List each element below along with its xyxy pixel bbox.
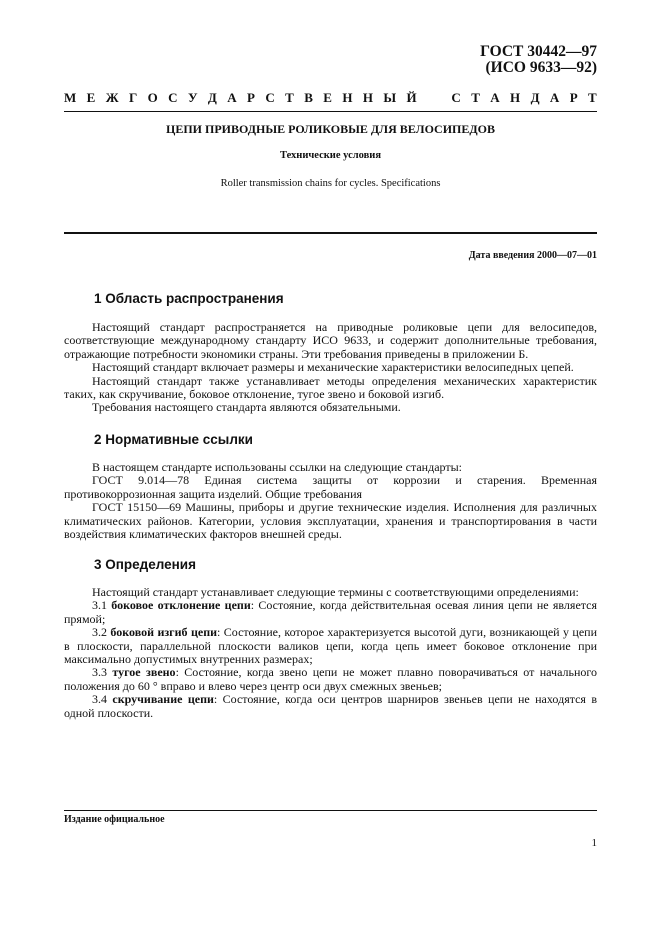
section-2-body: [64, 461, 597, 541]
section-3-heading: 3 Определения: [94, 557, 196, 572]
introduction-date: Дата введения 2000—07—01: [468, 250, 597, 261]
definition-term: скручивание цепи: [112, 692, 214, 707]
definition-term: тугое звено: [112, 665, 176, 680]
footer-divider: [64, 810, 597, 811]
heading-letter: С: [168, 90, 178, 105]
heading-letter: Е: [323, 90, 332, 105]
official-edition-label: Издание официальное: [64, 814, 165, 825]
heading-letter: Д: [207, 90, 217, 105]
heading-letter: Н: [362, 90, 373, 105]
definition-3-3: [64, 666, 597, 693]
definition-number: 3.3: [92, 665, 107, 680]
document-subtitle: Технические условия: [279, 150, 382, 161]
section-1-heading: 1 Область распространения: [94, 291, 284, 306]
heading-letter: А: [227, 90, 237, 105]
paragraph: ГОСТ 9.014—78 Единая система защиты от коррозии и старения. Временная противокоррозионная защита изделий. Общие требования: [64, 473, 597, 501]
heading-letter: Н: [510, 90, 521, 105]
definition-term: боковое отклонение цепи: [111, 598, 251, 613]
standard-type-heading: [64, 90, 597, 106]
definition-3-2: [64, 626, 597, 666]
definition-text: : Состояние, когда оси центров шарниров звеньев цепи не находятся в одной плоскости.: [64, 692, 597, 720]
heading-letter: А: [549, 90, 560, 105]
definition-number: 3.1: [92, 598, 107, 613]
section-3-body: [64, 586, 597, 720]
word-gap: [427, 90, 441, 106]
heading-letter: Е: [86, 90, 96, 105]
heading-letter: У: [187, 90, 198, 105]
heading-letter: Т: [471, 90, 480, 105]
heading-letter: Д: [530, 90, 540, 105]
title-divider: [64, 232, 597, 234]
heading-letter: Ы: [383, 90, 397, 105]
heading-letter: Р: [569, 90, 578, 105]
definition-3-1: [64, 599, 597, 626]
heading-letter: В: [304, 90, 313, 105]
heading-letter: С: [451, 90, 461, 105]
document-title: ЦЕПИ ПРИВОДНЫЕ РОЛИКОВЫЕ ДЛЯ ВЕЛОСИПЕДОВ: [166, 122, 495, 136]
heading-letter: Ж: [105, 90, 119, 105]
section-1-body: [64, 321, 597, 415]
heading-letter: Р: [247, 90, 255, 105]
heading-letter: Й: [406, 90, 417, 105]
definition-text: : Состояние, когда действительная осевая линия цепи не является прямой;: [64, 598, 598, 626]
document-page: [64, 0, 597, 936]
paragraph: Настоящий стандарт включает размеры и механические характеристики велосипедных цепей.: [92, 360, 574, 375]
heading-letter: М: [64, 90, 77, 105]
definition-number: 3.2: [92, 625, 107, 640]
english-title: Roller transmission chains for cycles. Specifications: [220, 178, 441, 189]
paragraph: ГОСТ 15150—69 Машины, приборы и другие технические изделия. Исполнения для различных климатических районов. Категории, условия эксплуатации, хранения и транспортирования в части воздействия климатических факторов внешней среды.: [64, 500, 597, 542]
definition-term: боковой изгиб цепи: [110, 625, 218, 640]
section-2-heading: 2 Нормативные ссылки: [94, 432, 253, 447]
heading-letter: Т: [285, 90, 294, 105]
heading-letter: С: [265, 90, 275, 105]
top-divider: [64, 111, 597, 112]
heading-letter: Г: [128, 90, 138, 105]
definition-text: : Состояние, когда звено цепи не может плавно поворачиваться от начального положения до 60 ° вправо и влево через центр оси двух смежных звеньев;: [64, 665, 597, 693]
page-number: 1: [591, 837, 597, 849]
paragraph: Настоящий стандарт устанавливает следующие термины с соответствующими определениями:: [92, 585, 579, 599]
paragraph: Настоящий стандарт также устанавливает методы определения механических характеристик таких, как скручивание, боковое отклонение, тугое звено и боковой изгиб.: [64, 373, 597, 402]
iso-code: (ИСО 9633—92): [485, 59, 597, 76]
definition-number: 3.4: [92, 692, 107, 707]
gost-code-block: [480, 44, 597, 76]
heading-letter: Т: [588, 90, 597, 105]
heading-letter: А: [490, 90, 500, 105]
heading-letter: О: [147, 90, 158, 105]
paragraph: Требования настоящего стандарта являются обязательными.: [92, 400, 401, 415]
paragraph: Настоящий стандарт распространяется на приводные роликовые цепи для велосипедов, соответствующие международному стандарту ИСО 9633, и содержит дополнительные требования, отражающие потребности экономики страны. Эти требования приведены в приложении Б.: [64, 320, 597, 361]
definition-text: : Состояние, которое характеризуется высотой дуги, возникающей у цепи в плоскости, параллельной плоскости валиков цепи, когда цепь имеет боковое отклонение при максимально допустимых внутренних размерах;: [64, 625, 598, 667]
gost-code: ГОСТ 30442—97: [480, 43, 597, 60]
heading-letter: Н: [342, 90, 353, 105]
paragraph: В настоящем стандарте использованы ссылки на следующие стандарты:: [92, 460, 463, 474]
definition-3-4: [64, 693, 597, 720]
